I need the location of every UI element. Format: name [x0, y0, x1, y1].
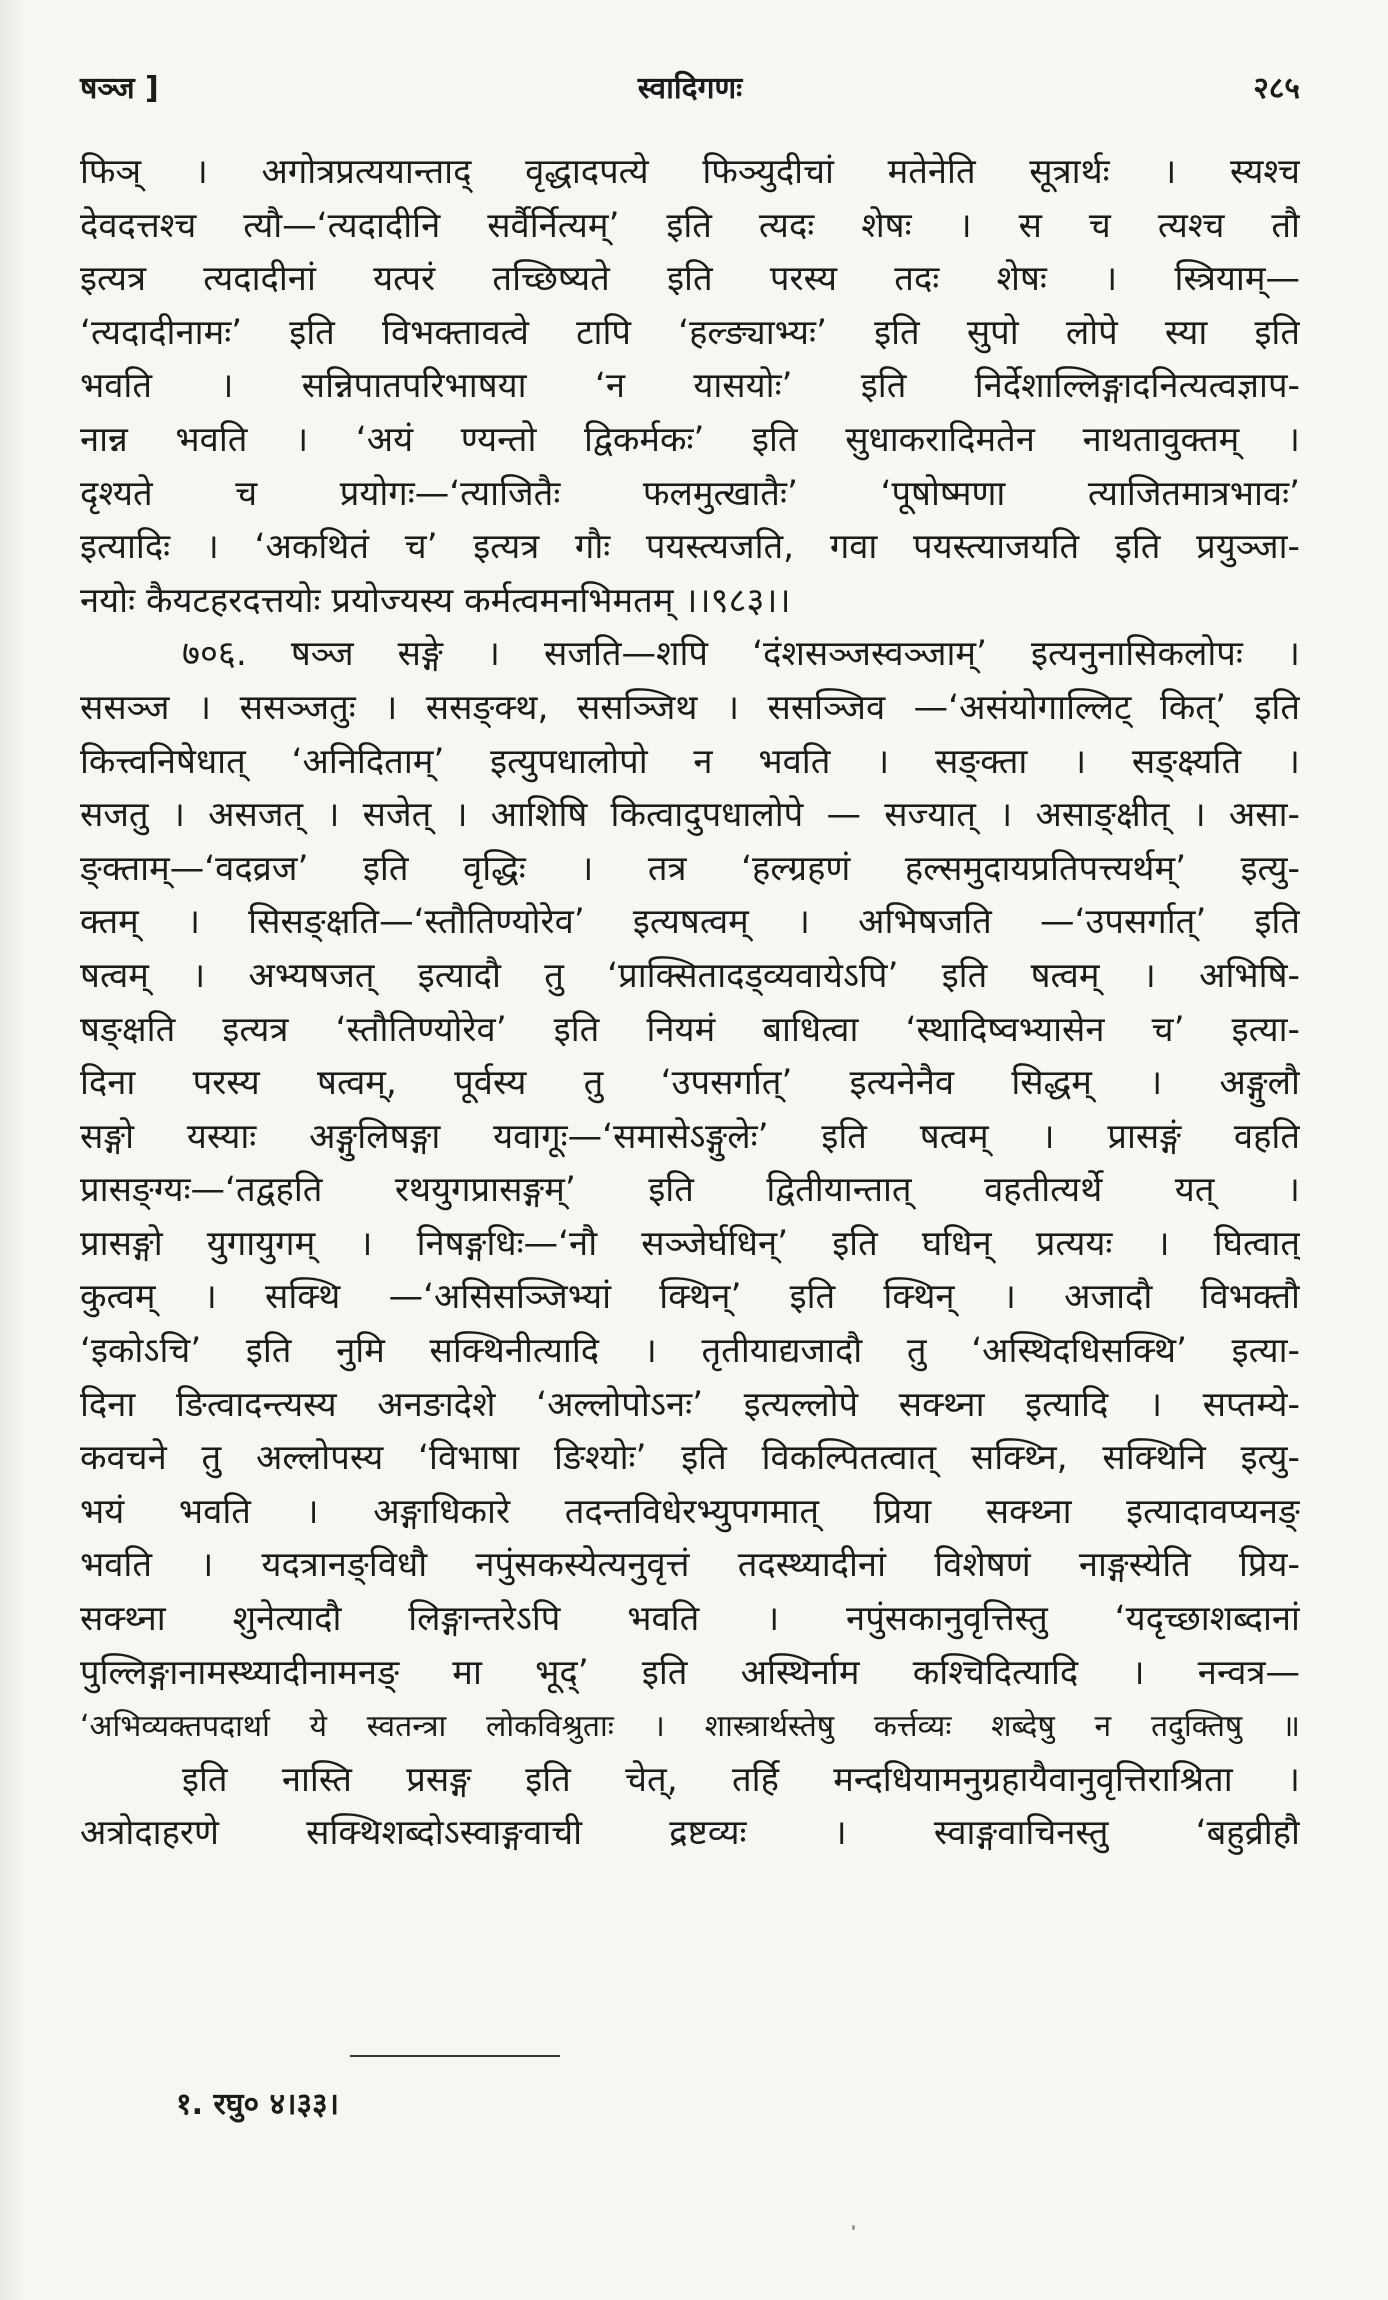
- text-line-31: इति नास्ति प्रसङ्ग इति चेत्, तर्हि मन्दधियामनुग्रहायैवानुवृत्तिराश्रिता ।: [182, 1759, 1300, 1800]
- verse-quote: ‘अभिव्यक्तपदार्था ये स्वतन्त्रा लोकविश्रुताः । शास्त्रार्थस्तेषु कर्त्तव्यः शब्देषु न तदुक्तिषु ॥: [80, 1709, 1300, 1745]
- text-line-9: नयोः कैयटहरदत्तयोः प्रयोज्यस्य कर्मत्वमनभिमतम् ।।९८३।।: [80, 580, 791, 621]
- paper-speck: [852, 2225, 855, 2230]
- text-line-28: सक्थ्ना शुनेत्यादौ लिङ्गान्तरेऽपि भवति । नपुंसकानुवृत्तिस्तु ‘यदृच्छाशब्दानां: [80, 1599, 1300, 1640]
- text-line-27: भवति । यदत्रानङ्विधौ नपुंसकस्येत्यनुवृत्तं तदस्थ्यादीनां विशेषणं नाङ्गस्येति प्रिय-: [80, 1545, 1300, 1586]
- text-line-5: भवति । सन्निपातपरिभाषया ‘न यासयोः’ इति निर्देशाल्लिङ्गादनित्यत्वज्ञाप-: [80, 366, 1300, 407]
- text-line-22: कुत्वम् । सक्थि —‘असिसञ्जिभ्यां क्थिन्’ इति क्थिन् । अजादौ विभक्तौ: [80, 1277, 1300, 1318]
- header-title: स्वादिगणः: [637, 71, 743, 106]
- footnote: १. रघु० ४।३३।: [176, 2087, 340, 2122]
- text-line-18: दिना परस्य षत्वम्, पूर्वस्य तु ‘उपसर्गात्’ इत्यनेनैव सिद्धम् । अङ्गुलौ: [80, 1063, 1300, 1104]
- text-line-14: ङ्क्ताम्—‘वदव्रज’ इति वृद्धिः । तत्र ‘हल्ग्रहणं हल्समुदायप्रतिपत्त्यर्थम्’ इत्यु-: [80, 848, 1300, 889]
- text-line-3: इत्यत्र त्यदादीनां यत्परं तच्छिष्यते इति परस्य तदः शेषः । स्त्रियाम्—: [80, 259, 1300, 300]
- footnote-divider: [350, 2055, 560, 2057]
- text-line-32: अत्रोदाहरणे सक्थिशब्दोऽस्वाङ्गवाची द्रष्टव्यः । स्वाङ्गवाचिनस्तु ‘बहुव्रीहौ: [80, 1813, 1300, 1854]
- text-line-24: दिना ङित्वादन्त्यस्य अनङादेशे ‘अल्लोपोऽनः’ इत्यल्लोपे सक्थ्ना इत्यादि । सप्तम्ये-: [80, 1384, 1300, 1425]
- page-number: २८५: [1253, 71, 1300, 106]
- text-line-4: ‘त्यदादीनामः’ इति विभक्तावत्वे टापि ‘हल्ङ्याभ्यः’ इति सुपो लोपे स्या इति: [80, 312, 1300, 353]
- text-line-13: सजतु । असजत् । सजेत् । आशिषि कित्वादुपधालोपे — सज्यात् । असाङ्क्षीत् । असा-: [80, 795, 1300, 836]
- header-left-root: षञ्ज ]: [80, 71, 159, 106]
- text-line-6: नान्न भवति । ‘अयं ण्यन्तो द्विकर्मकः’ इति सुधाकरादिमतेन नाथतावुक्तम् ।: [80, 419, 1300, 460]
- text-line-19: सङ्गो यस्याः अङ्गुलिषङ्गा यवागूः—‘समासेऽङ्गुलेः’ इति षत्वम् । प्रासङ्गं वहति: [80, 1116, 1300, 1157]
- text-line-20: प्रासङ्ग्यः—‘तद्वहति रथयुगप्रासङ्गम्’ इति द्वितीयान्तात् वहतीत्यर्थे यत् ।: [80, 1170, 1300, 1211]
- text-line-15: क्तम् । सिसङ्क्षति—‘स्तौतिण्योरेव’ इत्यषत्वम् । अभिषजति —‘उपसर्गात्’ इति: [80, 902, 1300, 943]
- text-line-12: कित्त्वनिषेधात् ‘अनिदिताम्’ इत्युपधालोपो न भवति । सङ्क्ता । सङ्क्ष्यति ।: [80, 741, 1300, 782]
- text-line-25: कवचने तु अल्लोपस्य ‘विभाषा ङिश्योः’ इति विकल्पितत्वात् सक्थ्नि, सक्थिनि इत्यु-: [80, 1438, 1300, 1479]
- commentary-body: [80, 146, 1300, 1861]
- text-line-1: फिञ् । अगोत्रप्रत्ययान्ताद् वृद्धादपत्ये फिञ्युदीचां मतेनेति सूत्रार्थः । स्यश्च: [80, 152, 1300, 192]
- text-line-16: षत्वम् । अभ्यषजत् इत्यादौ तु ‘प्राक्सितादड्व्यवायेऽपि’ इति षत्वम् । अभिषि-: [80, 955, 1300, 996]
- text-line-8: इत्यादिः । ‘अकथितं च’ इत्यत्र गौः पयस्त्यजति, गवा पयस्त्याजयति इति प्रयुञ्जा-: [80, 527, 1300, 568]
- sutra-heading-706: ७०६. षञ्ज सङ्गे । सजति—शपि ‘दंशसञ्जस्वञ्जाम्’ इत्यनुनासिकलोपः ।: [182, 634, 1300, 675]
- text-line-17: षङ्क्षति इत्यत्र ‘स्तौतिण्योरेव’ इति नियमं बाधित्वा ‘स्थादिष्वभ्यासेन च’ इत्या-: [80, 1009, 1300, 1050]
- text-line-26: भयं भवति । अङ्गाधिकारे तदन्तविधेरभ्युपगमात् प्रिया सक्थ्ना इत्यादावप्यनङ्: [80, 1491, 1300, 1532]
- text-line-7: दृश्यते च प्रयोगः—‘त्याजितैः फलमुत्खातैः’ ‘पूषोष्मणा त्याजितमात्रभावः’: [80, 473, 1300, 514]
- text-line-2: देवदत्तश्च त्यौ—‘त्यदादीनि सर्वैर्नित्यम्’ इति त्यदः शेषः । स च त्यश्च तौ: [80, 205, 1300, 246]
- text-line-21: प्रासङ्गो युगायुगम् । निषङ्गधिः—‘नौ सञ्जेर्घधिन्’ इति घधिन् प्रत्ययः । घित्वात्: [80, 1223, 1300, 1264]
- running-header: [80, 66, 1300, 116]
- text-line-29: पुल्लिङ्गानामस्थ्यादीनामनङ् मा भूद्’ इति अस्थिर्नाम कश्चिदित्यादि । नन्वत्र—: [80, 1652, 1300, 1693]
- text-line-23: ‘इकोऽचि’ इति नुमि सक्थिनीत्यादि । तृतीयाद्यजादौ तु ‘अस्थिदधिसक्थि’ इत्या-: [80, 1331, 1300, 1372]
- text-line-11: ससञ्ज । ससञ्जतुः । ससङ्क्थ, ससञ्जिथ । ससञ्जिव —‘असंयोगाल्लिट् कित्’ इति: [80, 687, 1300, 728]
